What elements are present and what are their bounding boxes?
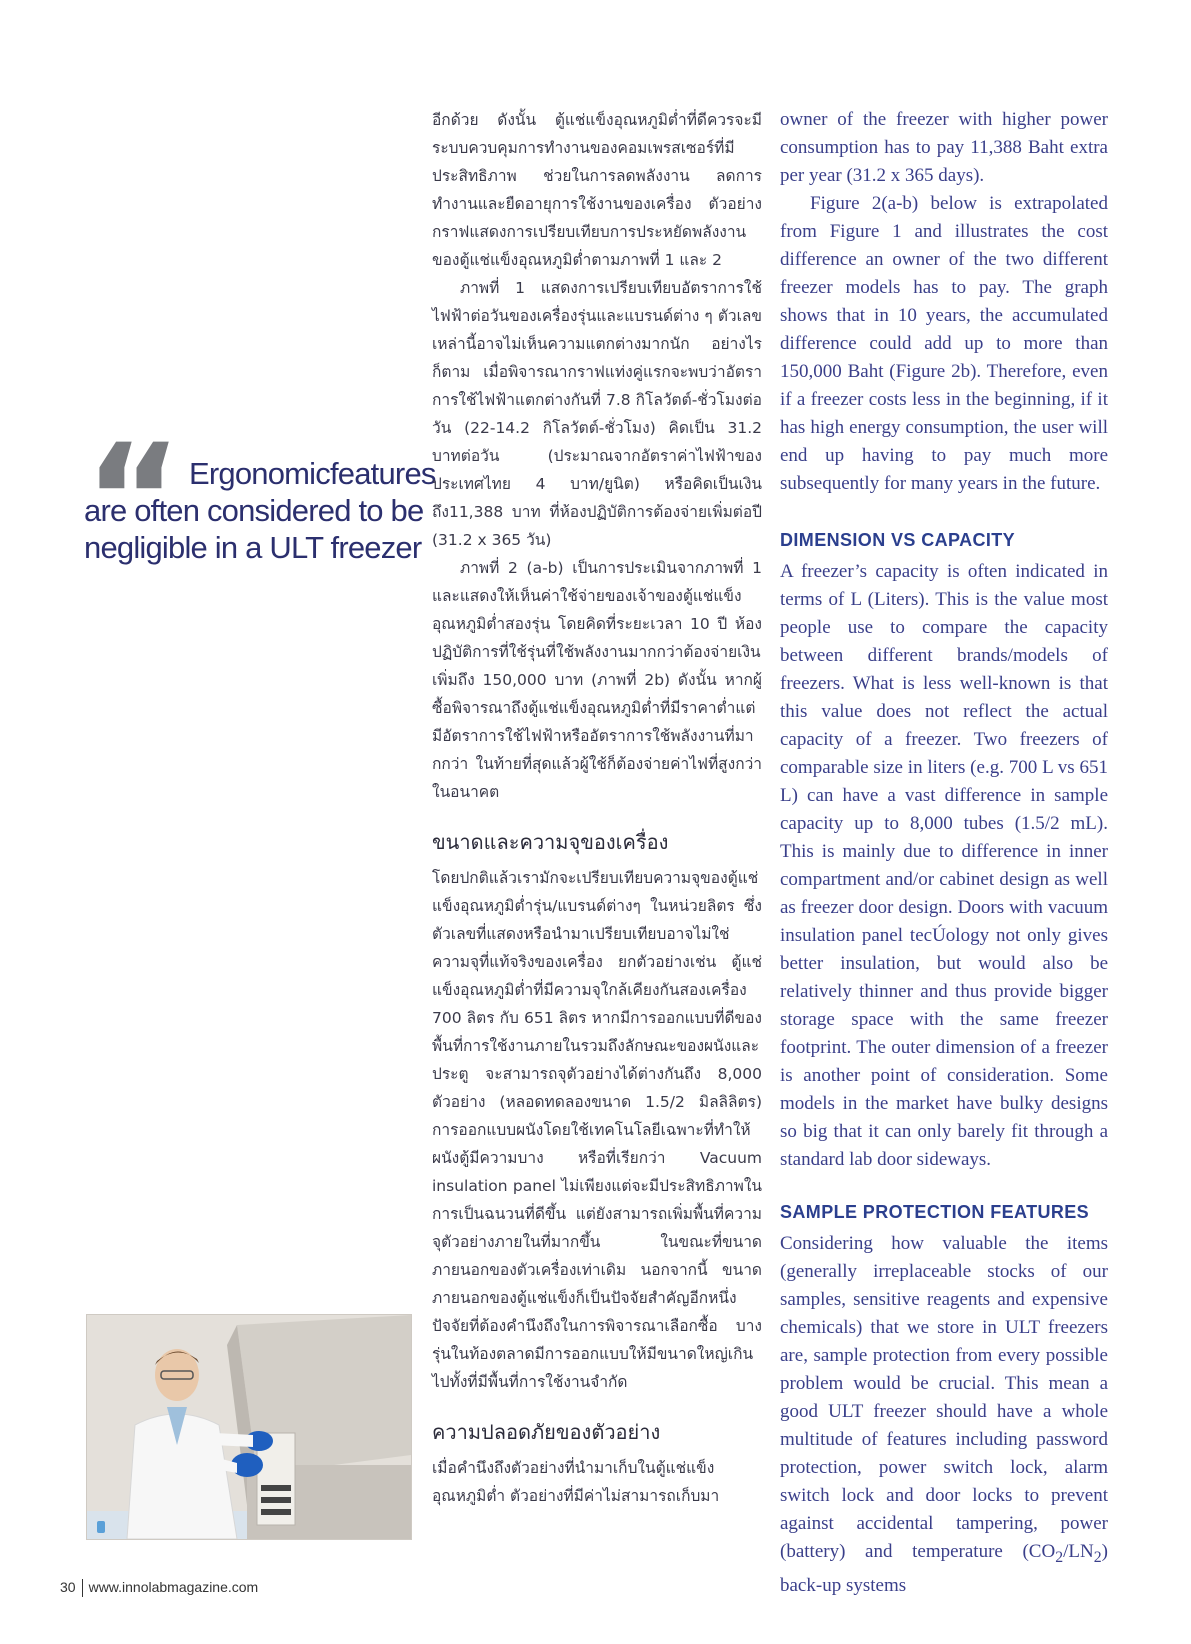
- thai-article-column: [432, 106, 762, 1510]
- thai-section-heading: ความปลอดภัยของตัวอย่าง: [432, 1420, 661, 1444]
- thai-paragraph: ภาพที่ 2 (a-b) เป็นการประเมินจากภาพที่ 1 และแสดงให้เห็นค่าใช้จ่ายของเจ้าของตู้แช่แข็งอุณหภูมิต่ำสองรุ่น โดยคิดที่ระยะเวลา 10 ปี ห้องปฏิบัติการที่ใช้รุ่นที่ใช้พลังงานมากกว่าต้องจ่ายเงินเพิ่มถึง 150,000 บาท (ภาพที่ 2b) ดังนั้น หากผู้ซื้อพิจารณาถึงตู้แช่แข็งอุณหภูมิต่ำที่มีราคาต่ำแต่มีอัตราการใช้ไฟฟ้าหรืออัตราการใช้พลังงานที่มากกว่า ในท้ายที่สุดแล้วผู้ใช้ก็ต้องจ่ายค่าไฟที่สูงกว่าในอนาคต: [432, 559, 762, 801]
- section-heading-dimension: DIMENSION VS CAPACITY: [780, 530, 1016, 550]
- pull-quote-line: Ergonomicfeatures: [189, 456, 436, 491]
- page-footer: [60, 1579, 258, 1597]
- subscript: 2: [1093, 1548, 1102, 1566]
- photo-illustration: [87, 1315, 411, 1539]
- footer-divider: [82, 1579, 83, 1597]
- section-heading-sample-protection: SAMPLE PROTECTION FEATURES: [780, 1202, 1090, 1222]
- thai-section-heading: ขนาดและความจุของเครื่อง: [432, 830, 669, 854]
- pull-quote-line: are often considered to be: [84, 493, 424, 528]
- pull-quote-line: negligible in a ULT freezer: [84, 530, 422, 565]
- english-paragraph: owner of the freezer with higher power consumption has to pay 11,388 Baht extra per year (31.2 x 365 days).: [780, 109, 1108, 186]
- english-paragraph: A freezer’s capacity is often indicated in terms of L (Liters). This is the value most people use to compare the capacity between different brands/models of freezers. What is less well-known is that this value does not reflect the actual capacity of a freezer. Two freezers of comparable size in liters (e.g. 700 L vs 651 L) can have a vast difference in sample capacity up to 8,000 tubes (1.5/2 mL). This is mainly due to difference in inner compartment and/or cabinet design as well as freezer door design. Doors with vacuum insulation panel tecÚology not only gives better insulation, but would also be relatively thinner and thus provide bigger storage space with the same freezer footprint. The outer dimension of a freezer is another point of consideration. Some models in the market have bulky designs so big that it can only barely fit through a standard lab door sideways.: [780, 561, 1108, 1170]
- thai-paragraph: ภาพที่ 1 แสดงการเปรียบเทียบอัตราการใช้ไฟฟ้าต่อวันของเครื่องรุ่นและแบรนด์ต่าง ๆ ตัวเลขเหล่านี้อาจไม่เห็นความแตกต่างมากนัก อย่างไรก็ตาม เมื่อพิจารณากราฟแท่งคู่แรกจะพบว่าอัตราการใช้ไฟฟ้าแตกต่างกันที่ 7.8 กิโลวัตต์-ชั่วโมงต่อวัน (22-14.2 กิโลวัตต์-ชั่วโมง) คิดเป็น 31.2 บาทต่อวัน (ประมาณจากอัตราค่าไฟฟ้าของประเทศไทย 4 บาท/ยูนิต) หรือคิดเป็นเงินถึง11,388 บาท ที่ห้องปฏิบัติการต้องจ่ายเพิ่มต่อปี (31.2 x 365 วัน): [432, 279, 762, 549]
- quote-mark-icon: “: [84, 413, 171, 587]
- english-article-column: [780, 106, 1108, 1600]
- english-text: Considering how valuable the items (generally irreplaceable stocks of our samples, sensitive reagents and expensive chemicals) that we store in ULT freezers are, sample protection from every possible problem would be crucial. This mean a good ULT freezer should have a whole multitude of features including password protection, power switch lock, alarm switch lock and door locks to prevent against accidental tampering, power (battery) and temperature (CO: [780, 1233, 1108, 1562]
- pull-quote: [84, 413, 436, 587]
- english-text: ) back-up systems: [780, 1541, 1108, 1596]
- thai-paragraph: อีกด้วย ดังนั้น ตู้แช่แข็งอุณหภูมิต่ำที่ดีควรจะมีระบบควบคุมการทำงานของคอมเพรสเซอร์ที่มีประสิทธิภาพ ช่วยในการลดพลังงาน ลดการทำงานและยืดอายุการใช้งานของเครื่อง ตัวอย่างกราฟแสดงการเปรียบเทียบการประหยัดพลังงานของตู้แช่แข็งอุณหภูมิต่ำตามภาพที่ 1 และ 2: [432, 111, 762, 269]
- english-paragraph: Figure 2(a-b) below is extrapolated from Figure 1 and illustrates the cost difference an owner of the two different freezer models has to pay. The graph shows that in 10 years, the accumulated difference could add up to more than 150,000 Baht (Figure 2b). Therefore, even if a freezer costs less in the beginning, if it has high energy consumption, the user will end up having to pay much more subsequently for many years in the future.: [780, 193, 1108, 494]
- thai-paragraph: เมื่อคำนึงถึงตัวอย่างที่นำมาเก็บในตู้แช่แข็งอุณหภูมิต่ำ ตัวอย่างที่มีค่าไม่สามารถเก็บมา: [432, 1459, 720, 1505]
- english-paragraph: [780, 1230, 1108, 1600]
- english-text: /LN: [1063, 1541, 1094, 1562]
- scientist-freezer-photo: [86, 1314, 412, 1540]
- page-number: 30: [60, 1579, 76, 1595]
- website-link[interactable]: www.innolabmagazine.com: [88, 1579, 259, 1595]
- subscript: 2: [1055, 1548, 1064, 1566]
- thai-paragraph: โดยปกติแล้วเรามักจะเปรียบเทียบความจุของตู้แช่แข็งอุณหภูมิต่ำรุ่น/แบรนด์ต่างๆ ในหน่วยลิตร ซึ่งตัวเลขที่แสดงหรือนำมาเปรียบเทียบอาจไม่ใช่ความจุที่แท้จริงของเครื่อง ยกตัวอย่างเช่น ตู้แช่แข็งอุณหภูมิต่ำที่มีความจุใกล้เคียงกันสองเครื่อง 700 ลิตร กับ 651 ลิตร หากมีการออกแบบที่ดีของพื้นที่การใช้งานภายในรวมถึงลักษณะของผนังและประตู จะสามารถจุตัวอย่างได้ต่างกันถึง 8,000 ตัวอย่าง (หลอดทดลองขนาด 1.5/2 มิลลิลิตร) การออกแบบผนังโดยใช้เทคโนโลยีเฉพาะที่ทำให้ผนังตู้มีความบาง หรือที่เรียกว่า Vacuum insulation panel ไม่เพียงแต่จะมีประสิทธิภาพในการเป็นฉนวนที่ดีขึ้น แต่ยังสามารถเพิ่มพื้นที่ความจุตัวอย่างภายในที่มากขึ้น ในขณะที่ขนาดภายนอกของตัวเครื่องเท่าเดิม นอกจากนี้ ขนาดภายนอกของตู้แช่แข็งก็เป็นปัจจัยสำคัญอีกหนึ่งปัจจัยที่ต้องคำนึงถึงในการพิจารณาเลือกซื้อ บางรุ่นในท้องตลาดมีการออกแบบให้มีขนาดใหญ่เกินไปทั้งที่มีพื้นที่การใช้งานจำกัด: [432, 869, 762, 1391]
